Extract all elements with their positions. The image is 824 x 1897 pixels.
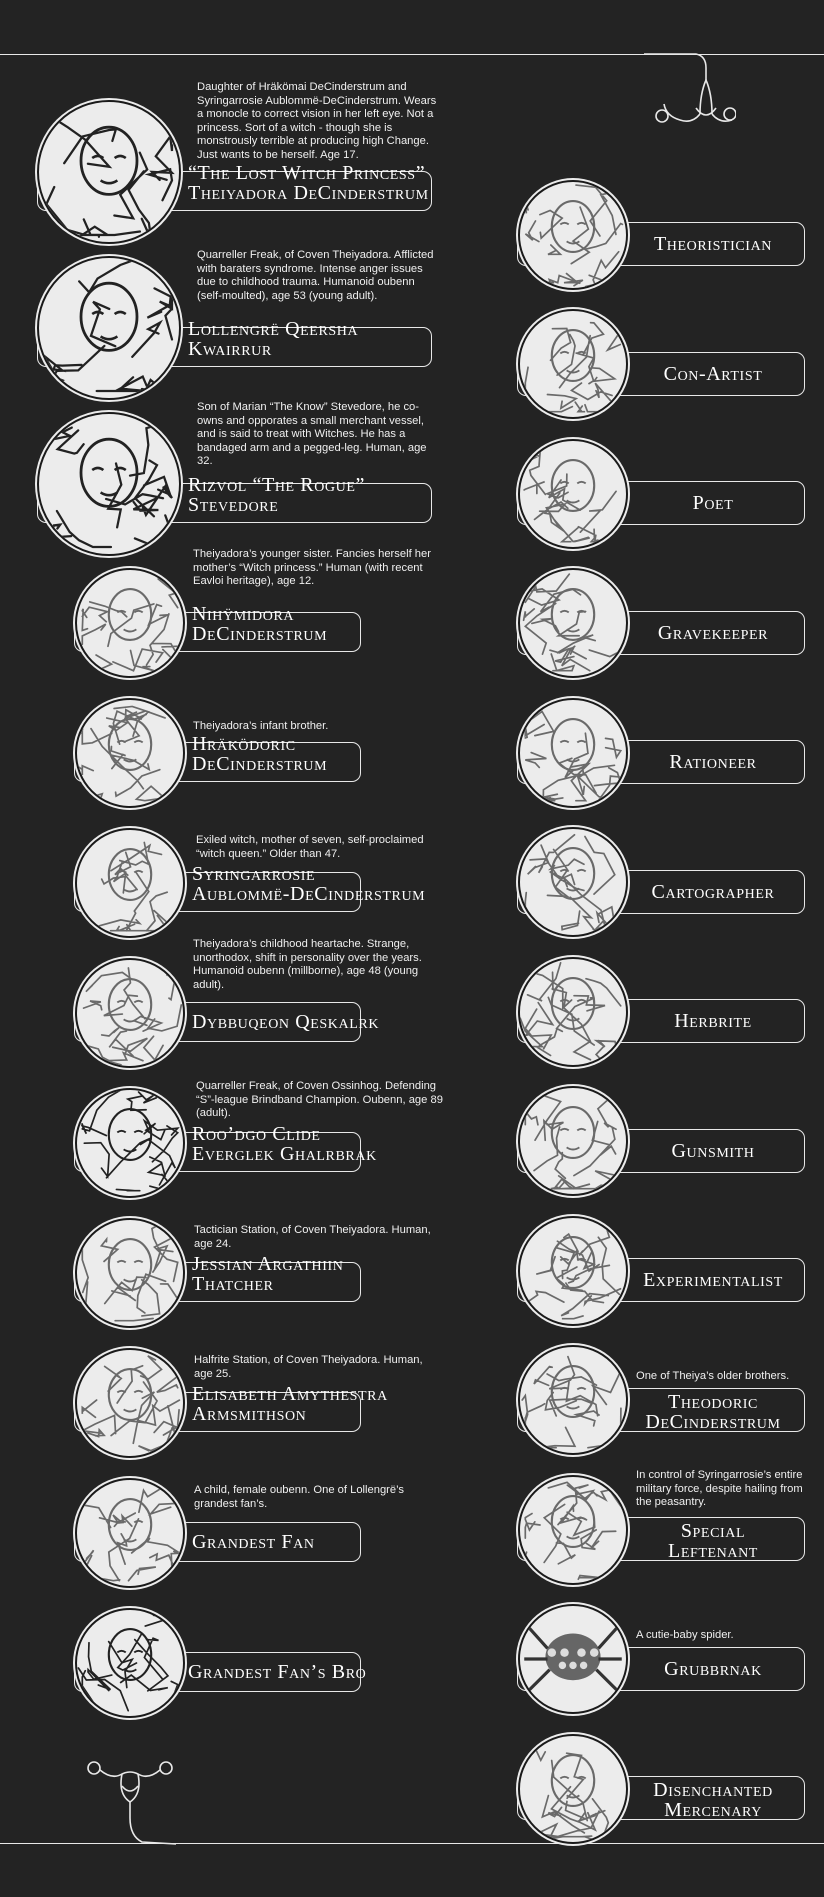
name-line-1: Grandest Fan	[192, 1531, 315, 1553]
character-description: Theiyadora’s childhood heartache. Strange, unorthodox, shift in personality over the years. Humanoid oubenn (millborne), age 48 (young adult).	[193, 938, 422, 991]
name-line-1: Theoristician	[653, 233, 772, 255]
rogue-portrait-icon	[37, 412, 181, 556]
name-line-2: Armsmithson	[192, 1403, 307, 1425]
name-line-1: Dybbuqeon Qeskalrk	[192, 1011, 380, 1033]
name-line-1: Theodoric	[668, 1390, 758, 1413]
name-line-1: Special	[680, 1520, 746, 1542]
character-description: Theiyadora’s infant brother.	[193, 720, 329, 732]
character-description: A cutie-baby spider.	[636, 1628, 734, 1641]
character-name	[188, 163, 429, 203]
name-line-1: Jessian Argathiin	[192, 1253, 344, 1275]
name-line-1: Grubbrnak	[664, 1657, 762, 1680]
name-line-1: Lollengrë Qeersha	[188, 318, 359, 340]
glasses-portrait-icon	[75, 1348, 185, 1458]
scribble-portrait-icon	[518, 1086, 628, 1196]
name-line-1: Gunsmith	[671, 1139, 755, 1162]
character-name	[623, 364, 803, 384]
name-line-1: Hräködoric	[192, 733, 296, 755]
name-line-2: Stevedore	[188, 494, 279, 516]
scribble-portrait-icon	[518, 309, 628, 419]
name-line-2: Leftenant	[668, 1540, 758, 1562]
name-line-1: “The Lost Witch Princess”	[188, 162, 426, 184]
name-line-1: Roo’dgo Clide	[192, 1123, 321, 1145]
name-line-1: Gravekeeper	[657, 621, 769, 644]
character-name	[623, 1392, 803, 1432]
faint-sketch-portrait-icon	[75, 958, 185, 1068]
character-description: A child, female oubenn. One of Lollengrë’s grandest fan’s.	[194, 1484, 405, 1510]
character-name	[623, 1659, 803, 1679]
name-line-1: Disenchanted	[653, 1779, 773, 1801]
scribble-portrait-icon	[518, 439, 628, 549]
character-name	[192, 734, 327, 774]
name-line-2: Kwairrur	[188, 338, 272, 360]
character-description: One of Theiya’s older brothers.	[636, 1369, 790, 1382]
name-line-2: DeCinderstrum	[192, 753, 328, 775]
name-line-1: Rationeer	[669, 751, 757, 773]
character-name	[188, 1662, 366, 1682]
name-line-1: Rizvol “The Rogue”	[188, 474, 365, 496]
character-name	[623, 1521, 803, 1561]
character-name	[623, 752, 803, 772]
character-description: Daughter of Hräkömai DeCinderstrum and Syringarrosie Aublommë-DeCinderstrum. Wears a monocle to correct vision in her left eye. Not a princess. Sort of a witch - though she is monstrously terrible at producing high Change. Just wants to be herself. Age 17.	[197, 81, 437, 161]
character-description: Son of Marian “The Know” Stevedore, he co-owns and opporates a small merchant vessel, and is said to treat with Witches. He has a bandaged arm and a pegged-leg. Human, age 32.	[197, 401, 427, 468]
name-line-2: Mercenary	[664, 1799, 762, 1821]
spider-portrait-icon	[518, 1604, 628, 1714]
scribble-portrait-icon	[518, 957, 628, 1067]
name-line-2: DeCinderstrum	[192, 623, 328, 645]
infant-portrait-icon	[75, 698, 185, 808]
character-name	[188, 319, 358, 359]
scribble-portrait-icon	[518, 180, 628, 290]
name-line-1: Elisabeth Amythestra	[192, 1383, 388, 1405]
character-description: Halfrite Station, of Coven Theiyadora. Human, age 25.	[194, 1354, 423, 1380]
name-line-2: Everglek Ghalrbrak	[192, 1143, 377, 1165]
name-line-2: DeCinderstrum	[645, 1410, 781, 1433]
name-line-2: Theiyadora DeCinderstrum	[188, 182, 429, 204]
uterus-ornament-bottom-icon	[82, 1756, 178, 1846]
name-line-1: Poet	[692, 492, 734, 514]
character-name	[623, 1141, 803, 1161]
name-line-2: Thatcher	[192, 1273, 274, 1295]
caged-portrait-icon	[75, 1088, 185, 1198]
name-line-1: Experimentalist	[643, 1269, 783, 1291]
witch-queen-portrait-icon	[75, 828, 185, 938]
sketch-portrait-icon	[75, 568, 185, 678]
character-name	[623, 882, 803, 902]
name-line-1: Grandest Fan’s Bro	[188, 1661, 367, 1683]
scribble-portrait-icon	[518, 1216, 628, 1326]
character-description: Exiled witch, mother of seven, self-proclaimed “witch queen.” Older than 47.	[196, 834, 424, 860]
name-line-1: Syringarrosie	[192, 863, 316, 885]
sketch-portrait-icon	[518, 1475, 628, 1585]
oubenn-portrait-icon	[37, 256, 181, 400]
character-description: In control of Syringarrosie’s entire military force, despite hailing from the peasantry.	[636, 1469, 803, 1509]
character-name	[623, 234, 803, 254]
uterus-ornament-top-icon	[640, 44, 736, 140]
character-description: Quarreller Freak, of Coven Theiyadora. Afflicted with baraters syndrome. Intense anger issues due to childhood trauma. Humanoid oubenn (self-moulted), age 53 (young adult).	[197, 249, 434, 302]
character-name	[192, 1124, 377, 1164]
scribble-portrait-icon	[518, 568, 628, 678]
character-description: Tactician Station, of Coven Theiyadora. Human, age 24.	[194, 1224, 431, 1250]
tactician-portrait-icon	[75, 1218, 185, 1328]
name-line-1: Con-Artist	[663, 362, 763, 385]
character-name	[192, 1254, 343, 1294]
monocle-girl-portrait-icon	[37, 100, 181, 244]
character-name	[623, 1270, 803, 1290]
character-name	[623, 493, 803, 513]
character-description: Theiyadora’s younger sister. Fancies herself her mother’s “Witch princess.” Human (with recent Eavloi heritage), age 12.	[193, 548, 431, 588]
bro-portrait-icon	[75, 1608, 185, 1718]
sketch-portrait-icon	[518, 1345, 628, 1455]
name-line-1: Herbrite	[674, 1010, 752, 1032]
character-description: Quarreller Freak, of Coven Ossinhog. Defending “S”-league Brindband Champion. Oubenn, age 89 (adult).	[196, 1080, 443, 1120]
character-name	[623, 1011, 803, 1031]
character-name	[192, 604, 327, 644]
name-line-2: Aublommë-DeCinderstrum	[192, 883, 426, 905]
scribble-portrait-icon	[518, 827, 628, 937]
character-name	[192, 1532, 315, 1552]
name-line-1: Cartographer	[651, 880, 775, 903]
character-name	[192, 864, 425, 904]
sketch-portrait-icon	[518, 1734, 628, 1844]
character-name	[188, 475, 365, 515]
character-name	[192, 1384, 388, 1424]
character-name	[623, 1780, 803, 1820]
child-oubenn-portrait-icon	[75, 1478, 185, 1588]
character-name	[192, 1012, 379, 1032]
scribble-portrait-icon	[518, 698, 628, 808]
character-name	[623, 623, 803, 643]
name-line-1: Nihÿmidora	[192, 603, 295, 625]
